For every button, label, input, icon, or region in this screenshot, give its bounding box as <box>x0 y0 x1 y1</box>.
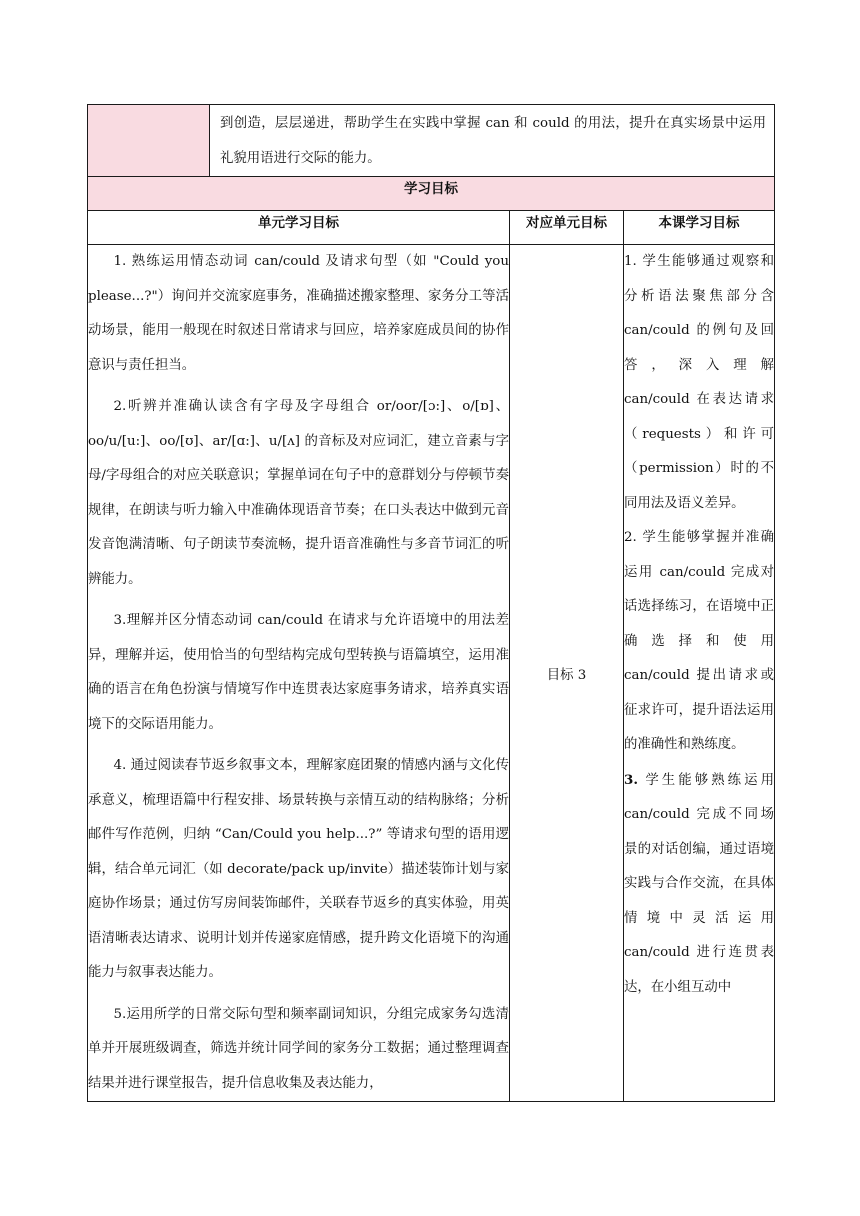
lesson-goal-2-num: 2. <box>624 530 637 545</box>
header-unit-goals: 单元学习目标 <box>88 211 510 245</box>
lesson-goal-1 <box>624 245 774 521</box>
lesson-goal-3-num: 3. <box>624 771 638 788</box>
corresponding-goal: 目标 3 <box>546 667 587 683</box>
unit-goal-4: 4. 通过阅读春节返乡叙事文本，理解家庭团聚的情感内涵与文化传承意义，梳理语篇中行程安排、场景转换与亲情互动的结构脉络；分析邮件写作范例，归纳 “Can/Could you help...?” 等请求句型的语用逻辑，结合单元词汇（如 decorate/pack up/invite）描述装饰计划与家庭协作场景；通过仿写房间装饰邮件，关联春节返乡的真实体验，用英语清晰表达请求、说明计划并传递家庭情感，提升跨文化语境下的沟通能力与叙事表达能力。 <box>88 758 509 980</box>
lesson-goal-1-text: 学生能够通过观察和分析语法聚焦部分含 can/could 的例句及回答，深入理解 can/could 在表达请求（requests）和许可（permission）时的不同用法及语义差异。 <box>624 254 775 511</box>
column-header-row <box>88 211 775 245</box>
section-title-row <box>88 177 775 211</box>
lesson-goal-2 <box>624 521 774 763</box>
lesson-goal-2-text: 学生能够掌握并准确运用 can/could 完成对话选择练习，在语境中正确选择和使用 can/could 提出请求或征求许可，提升语法运用的准确性和熟练度。 <box>624 530 775 752</box>
continuation-label-cell <box>88 105 210 177</box>
header-corresponding: 对应单元目标 <box>510 211 624 245</box>
unit-goal-2: 2.听辨并准确认读含有字母及字母组合 or/oor/[ɔ:]、o/[ɒ]、oo/u/[u:]、oo/[ʊ]、ar/[ɑ:]、u/[ʌ] 的音标及对应词汇，建立音素与字母/字母组合的对应关联意识；掌握单词在句子中的意群划分与停顿节奏规律，在朗读与听力输入中准确体现语音节奏；在口头表达中做到元音发音饱满清晰、句子朗读节奏流畅，提升语音准确性与多音节词汇的听辨能力。 <box>88 399 509 587</box>
unit-goal-5: 5.运用所学的日常交际句型和频率副词知识，分组完成家务勾选清单并开展班级调查，筛选并统计同学间的家务分工数据；通过整理调查结果并进行课堂报告，提升信息收集及表达能力， <box>88 1006 509 1091</box>
continuation-row <box>88 105 775 177</box>
unit-goal-3: 3.理解并区分情态动词 can/could 在请求与允许语境中的用法差异，理解并运，使用恰当的句型结构完成句型转换与语篇填空，运用准确的语言在角色扮演与情境写作中连贯表达家庭事务请求，培养真实语境下的交际语用能力。 <box>88 613 509 732</box>
section-title: 学习目标 <box>88 177 775 211</box>
corresponding-goal-cell <box>510 245 624 1102</box>
lesson-goal-3 <box>624 763 774 1006</box>
lesson-goal-3-text: 学生能够熟练运用 can/could 完成不同场景的对话创编，通过语境实践与合作交流，在具体情境中灵活运用 can/could 进行连贯表达，在小组互动中 <box>624 772 775 995</box>
lesson-goals-cell <box>624 245 775 1102</box>
continuation-text-cell <box>210 105 775 177</box>
goals-content-row <box>88 245 775 1102</box>
continuation-text: 到创造，层层递进，帮助学生在实践中掌握 can 和 could 的用法，提升在真实场景中运用礼貌用语进行交际的能力。 <box>220 116 767 166</box>
unit-goals-cell <box>88 245 510 1102</box>
lesson-goal-1-num: 1. <box>624 254 637 269</box>
unit-goal-1: 1. 熟练运用情态动词 can/could 及请求句型（如 "Could you please...?"）询问并交流家庭事务，准确描述搬家整理、家务分工等活动场景，能用一般现在时叙述日常请求与回应，培养家庭成员间的协作意识与责任担当。 <box>88 254 509 373</box>
learning-goals-table <box>87 104 775 1102</box>
header-lesson-goals: 本课学习目标 <box>624 211 775 245</box>
